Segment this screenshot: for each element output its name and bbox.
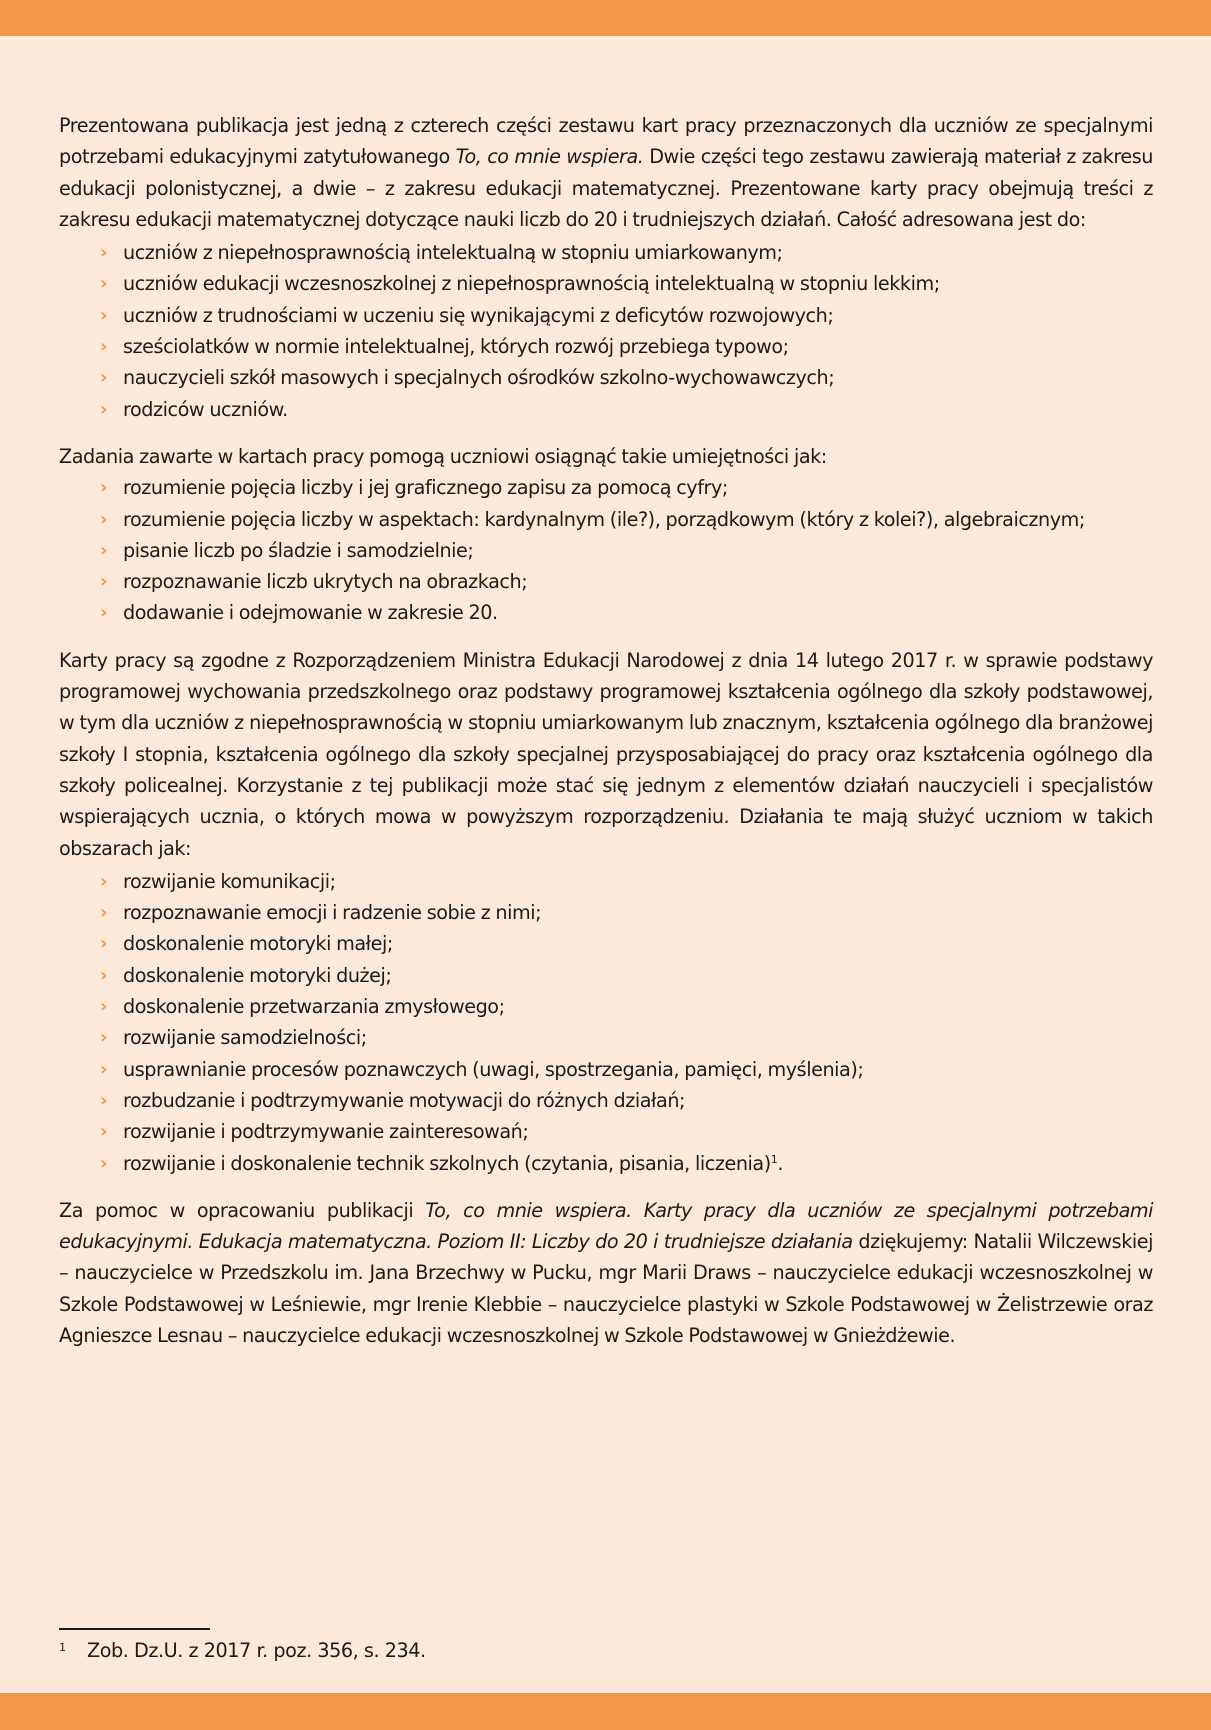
acknowledgements-suffix: dziękujemy: Natalii Wilczewskiej – nauczycielce w Przedszkolu im. Jana Brzechwy w Pucku, mgr Marii Draws – nauczycielce edukacji wczesnoszkolnej w Szkole Podstawowej w Leśniewie, mgr Irenie Klebbie – nauczycielce plastyki w Szkole Podstawowej w Żelistrzewie oraz Agnieszce Lesnau – nauczycielce edukacji wczesnoszkolnej w Szkole Podstawowej w Gnieżdżewie.	[59, 1230, 1154, 1347]
list-item-text: doskonalenie przetwarzania zmysłowego;	[123, 995, 505, 1019]
intro-paragraph	[59, 110, 1153, 235]
chevron-right-icon: ›	[100, 602, 107, 624]
list-item-text: doskonalenie motoryki małej;	[123, 932, 393, 956]
list-item-text: nauczycieli szkół masowych i specjalnych ośrodków szkolno-wychowawczych;	[123, 366, 835, 390]
chevron-right-icon: ›	[100, 242, 107, 264]
list-item-text: rozumienie pojęcia liczby w aspektach: kardynalnym (ile?), porządkowym (który z kolei?), algebraicznym;	[123, 507, 1085, 531]
list-item	[100, 960, 1153, 991]
chevron-right-icon: ›	[100, 1152, 107, 1174]
chevron-right-icon: ›	[100, 933, 107, 955]
list-item	[100, 897, 1153, 928]
list-item-text: rozwijanie samodzielności;	[123, 1026, 367, 1050]
chevron-right-icon: ›	[100, 539, 107, 561]
page-body	[59, 110, 1153, 1351]
list-item	[100, 535, 1153, 566]
footnote	[59, 1632, 426, 1667]
chevron-right-icon: ›	[100, 1027, 107, 1049]
list-item-text: rozwijanie i doskonalenie technik szkolnych (czytania, pisania, liczenia)	[123, 1151, 771, 1175]
areas-list	[59, 866, 1153, 1179]
list-item-text: rozbudzanie i podtrzymywanie motywacji do różnych działań;	[123, 1088, 686, 1112]
footnote-divider	[59, 1628, 210, 1630]
chevron-right-icon: ›	[100, 304, 107, 326]
list-item	[100, 504, 1153, 535]
list-item	[100, 331, 1153, 362]
chevron-right-icon: ›	[100, 902, 107, 924]
list-item	[100, 394, 1153, 425]
list-item	[100, 1148, 1153, 1179]
list-item-text: usprawnianie procesów poznawczych (uwagi, spostrzegania, pamięci, myślenia);	[123, 1057, 864, 1081]
footnote-text: Zob. Dz.U. z 2017 r. poz. 356, s. 234.	[87, 1639, 426, 1662]
list-item	[100, 928, 1153, 959]
list-item-text: uczniów z trudnościami w uczeniu się wynikającymi z deficytów rozwojowych;	[123, 303, 834, 327]
list-item-end: .	[777, 1151, 783, 1175]
chevron-right-icon: ›	[100, 273, 107, 295]
list-item	[100, 597, 1153, 628]
list-item	[100, 991, 1153, 1022]
list-item-text: uczniów edukacji wczesnoszkolnej z niepełnosprawnością intelektualną w stopniu lekkim;	[123, 272, 940, 296]
bottom-accent-band	[0, 1693, 1211, 1730]
chevron-right-icon: ›	[100, 508, 107, 530]
list-item-text: rozumienie pojęcia liczby i jej graficznego zapisu za pomocą cyfry;	[123, 476, 728, 500]
list-item-text: sześciolatków w normie intelektualnej, których rozwój przebiega typowo;	[123, 335, 789, 359]
skills-list	[59, 472, 1153, 628]
footnote-number: 1	[59, 1641, 66, 1654]
chevron-right-icon: ›	[100, 336, 107, 358]
chevron-right-icon: ›	[100, 964, 107, 986]
audience-list	[59, 237, 1153, 425]
intro-text-start: Prezentowana publikacja jest jedną z czterech części zestawu kart pracy przeznaczonych dla uczniów ze specjalnymi potrzebami edukacyjnymi zatytułowanego	[59, 114, 1153, 169]
acknowledgements-prefix: Za pomoc w opracowaniu publikacji	[59, 1198, 426, 1222]
list-item	[100, 566, 1153, 597]
regulation-paragraph: Karty pracy są zgodne z Rozporządzeniem Ministra Edukacji Narodowej z dnia 14 lutego 2017 r. w sprawie podstawy programowej wychowania przedszkolnego oraz podstawy programowej kształcenia ogólnego dla szkoły podstawowej, w tym dla uczniów z niepełnosprawnością w stopniu umiarkowanym lub znacznym, kształcenia ogólnego dla branżowej szkoły I stopnia, kształcenia ogólnego dla szkoły specjalnej przysposabiającej do pracy oraz kształcenia ogólnego dla szkoły policealnej. Korzystanie z tej publikacji może stać się jednym z elementów działań nauczycieli i specjalistów wspierających ucznia, o których mowa w powyższym rozporządzeniu. Działania te mają służyć uczniom w takich obszarach jak:	[59, 648, 1153, 860]
chevron-right-icon: ›	[100, 1058, 107, 1080]
list-item	[100, 237, 1153, 268]
chevron-right-icon: ›	[100, 996, 107, 1018]
list-item-text: rozpoznawanie liczb ukrytych na obrazkach;	[123, 570, 528, 594]
list-item-text: pisanie liczb po śladzie i samodzielnie;	[123, 538, 474, 562]
chevron-right-icon: ›	[100, 367, 107, 389]
footnote-reference[interactable]: 1	[770, 1152, 778, 1166]
chevron-right-icon: ›	[100, 398, 107, 420]
list-item	[100, 300, 1153, 331]
list-item	[100, 1022, 1153, 1053]
list-item	[100, 268, 1153, 299]
list-item-text: uczniów z niepełnosprawnością intelektualną w stopniu umiarkowanym;	[123, 241, 783, 265]
list-item	[100, 1054, 1153, 1085]
intro-text-end: Dwie części tego zestawu zawierają materiał z zakresu edukacji polonistycznej, a dwie – z zakresu edukacji matematycznej. Prezentowane karty pracy obejmują treści z zakresu edukacji matematycznej dotyczące nauki liczb do 20 i trudniejszych działań. Całość adresowana jest do:	[59, 145, 1153, 231]
chevron-right-icon: ›	[100, 477, 107, 499]
list-item-text: doskonalenie motoryki dużej;	[123, 963, 392, 987]
skills-intro: Zadania zawarte w kartach pracy pomogą uczniowi osiągnąć takie umiejętności jak:	[59, 444, 827, 468]
list-item-text: dodawanie i odejmowanie w zakresie 20.	[123, 601, 498, 625]
top-accent-band	[0, 0, 1211, 36]
list-item-text: rozwijanie i podtrzymywanie zainteresowań;	[123, 1120, 529, 1144]
list-item-text: rodziców uczniów.	[123, 397, 288, 421]
publication-title: To, co mnie wspiera.	[455, 145, 644, 169]
list-item	[100, 1085, 1153, 1116]
list-item	[100, 1116, 1153, 1147]
chevron-right-icon: ›	[100, 1121, 107, 1143]
list-item-text: rozpoznawanie emocji i radzenie sobie z nimi;	[123, 901, 542, 925]
list-item	[100, 866, 1153, 897]
publication-full-title: To, co mnie wspiera. Karty pracy dla uczniów ze specjalnymi potrzebami edukacyjnymi. Edukacja matematyczna. Poziom II: Liczby do 20 i trudniejsze działania	[59, 1198, 1153, 1254]
list-item	[100, 362, 1153, 393]
chevron-right-icon: ›	[100, 1089, 107, 1111]
chevron-right-icon: ›	[100, 571, 107, 593]
chevron-right-icon: ›	[100, 870, 107, 892]
list-item-text: rozwijanie komunikacji;	[123, 869, 336, 893]
acknowledgements-paragraph	[59, 1195, 1153, 1351]
list-item	[100, 472, 1153, 503]
